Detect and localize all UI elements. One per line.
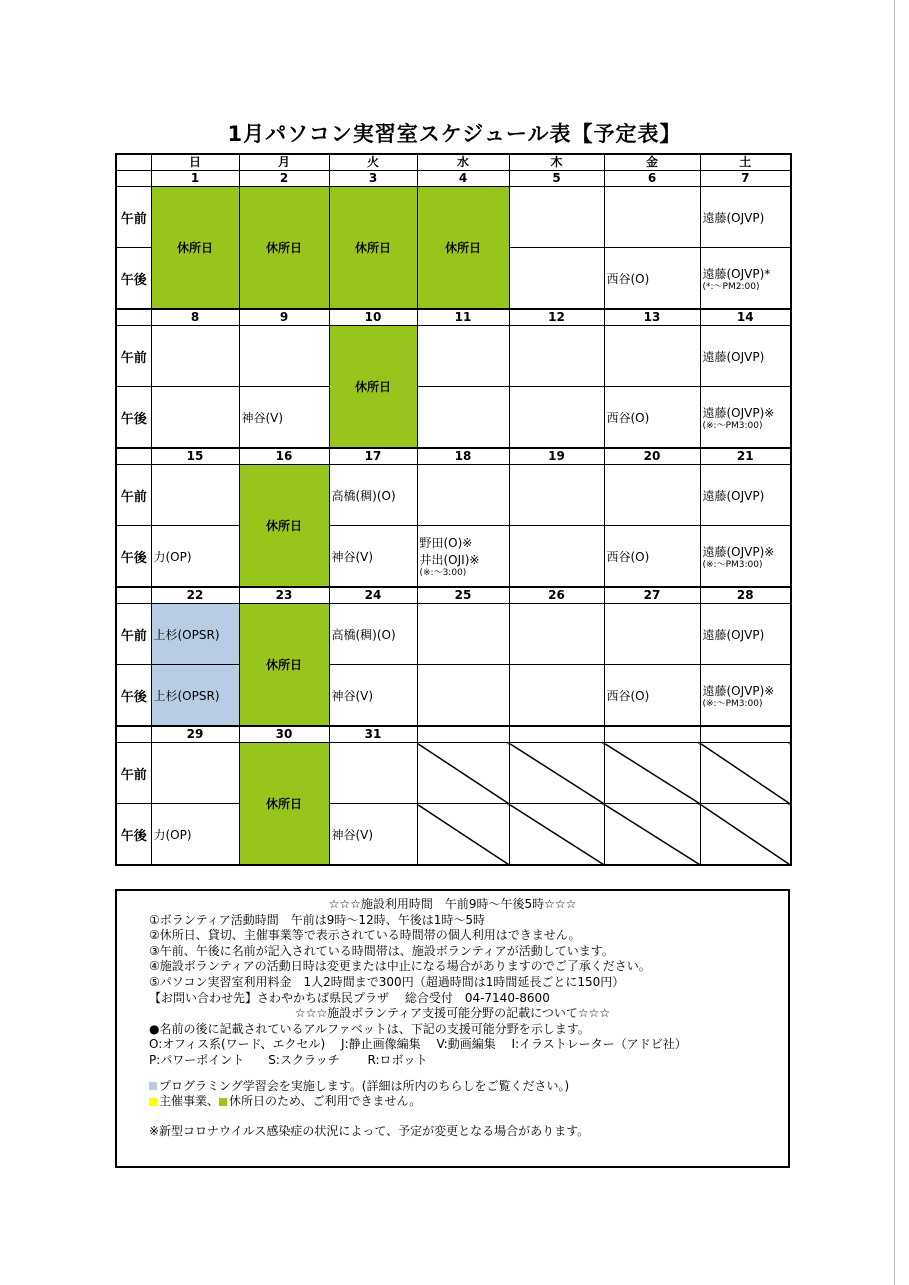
date-cell xyxy=(509,726,604,743)
date-cell xyxy=(700,726,791,743)
volunteer-entry: 神谷(V) xyxy=(331,688,374,703)
date-cell: 13 xyxy=(604,309,700,326)
volunteer-entry: 西谷(O) xyxy=(606,410,650,425)
volunteer-entry: 西谷(O) xyxy=(606,549,650,564)
date-cell: 2 xyxy=(239,171,329,187)
schedule-cell xyxy=(417,465,509,526)
empty-day-cell xyxy=(509,804,604,866)
schedule-cell xyxy=(509,604,604,665)
schedule-cell xyxy=(604,326,700,387)
contact-line: 【お問い合わせ先】さわやかちば県民プラザ 総合受付 04-7140-8600 xyxy=(149,990,550,1005)
date-cell: 27 xyxy=(604,587,700,604)
volunteer-entry: 遠藤(OJVP) xyxy=(702,627,765,642)
closed-day-cell xyxy=(329,187,417,310)
empty-day-cell xyxy=(604,804,700,866)
info-box xyxy=(115,889,790,1168)
time-note: (※:～PM3:00) xyxy=(702,559,763,570)
date-cell: 25 xyxy=(417,587,509,604)
schedule-cell xyxy=(700,187,791,248)
date-row xyxy=(116,726,791,743)
date-row-corner xyxy=(116,171,151,187)
schedule-table xyxy=(115,153,792,866)
date-cell: 14 xyxy=(700,309,791,326)
program-color-swatch xyxy=(149,1082,157,1090)
date-cell: 1 xyxy=(151,171,239,187)
volunteer-entry: 神谷(V) xyxy=(241,410,284,425)
date-cell: 8 xyxy=(151,309,239,326)
time-note: (※:～PM3:00) xyxy=(702,420,763,431)
info-line-2: ②休所日、貸切、主催事業等で表示されている時間帯の個人利用はできません。 xyxy=(149,928,581,943)
date-cell: 15 xyxy=(151,448,239,465)
schedule-cell xyxy=(700,248,791,310)
schedule-cell xyxy=(417,387,509,449)
date-cell: 20 xyxy=(604,448,700,465)
event-color-swatch xyxy=(149,1098,157,1106)
period-label: 午後 xyxy=(116,526,151,588)
info-line-1: ①ボランティア活動時間 午前は9時～12時、午後は1時～5時 xyxy=(149,912,485,927)
volunteer-entry: 遠藤(OJVP)※ xyxy=(702,405,775,420)
schedule-cell xyxy=(509,387,604,449)
schedule-cell xyxy=(151,526,239,588)
schedule-cell xyxy=(509,665,604,727)
day-of-week-header: 土 xyxy=(700,154,791,171)
closed-day-cell xyxy=(239,187,329,310)
legend-closed: 主催事業、 休所日のため、ご利用できません。 xyxy=(149,1094,788,1110)
morning-row xyxy=(116,465,791,526)
closed-day-cell xyxy=(417,187,509,310)
support-line-2: O:オフィス系(ワード、エクセル) J:静止画像編集 V:動画編集 I:イラストレーター（アドビ社） xyxy=(149,1037,687,1052)
date-cell: 29 xyxy=(151,726,239,743)
date-cell: 26 xyxy=(509,587,604,604)
date-cell: 17 xyxy=(329,448,417,465)
date-cell: 16 xyxy=(239,448,329,465)
date-cell: 12 xyxy=(509,309,604,326)
volunteer-entry: 上杉(OPSR) xyxy=(153,688,220,703)
schedule-cell xyxy=(417,665,509,727)
day-of-week-header: 金 xyxy=(604,154,700,171)
morning-row xyxy=(116,187,791,248)
date-cell: 9 xyxy=(239,309,329,326)
volunteer-entry: 高橋(稠)(O) xyxy=(331,488,396,503)
schedule-cell xyxy=(509,326,604,387)
volunteer-entry: 遠藤(OJVP)* xyxy=(702,266,771,281)
volunteer-entry: 遠藤(OJVP) xyxy=(702,488,765,503)
empty-day-cell xyxy=(417,804,509,866)
closed-color-swatch xyxy=(219,1098,227,1106)
volunteer-entry: 神谷(V) xyxy=(331,827,374,842)
date-row xyxy=(116,171,791,187)
schedule-cell xyxy=(700,526,791,588)
closed-label: 休所日 xyxy=(265,797,302,811)
page-edge-line xyxy=(894,0,895,1285)
date-cell: 22 xyxy=(151,587,239,604)
time-note: (※:～PM3:00) xyxy=(702,698,763,709)
morning-row xyxy=(116,604,791,665)
page-title: 1月パソコン実習室スケジュール表【予定表】 xyxy=(227,122,682,146)
closed-day-cell xyxy=(239,465,329,588)
schedule-cell xyxy=(604,387,700,449)
schedule-cell xyxy=(604,187,700,248)
afternoon-row xyxy=(116,526,791,588)
time-note: (※:～3:00) xyxy=(419,568,467,578)
day-of-week-header: 水 xyxy=(417,154,509,171)
period-label: 午前 xyxy=(116,743,151,804)
empty-day-cell xyxy=(417,743,509,804)
volunteer-entry: 野田(O)※ xyxy=(419,536,473,550)
volunteer-entry: 遠藤(OJVP) xyxy=(702,349,765,364)
period-label: 午前 xyxy=(116,604,151,665)
closed-label: 休所日 xyxy=(354,241,391,255)
period-label: 午後 xyxy=(116,248,151,310)
schedule-cell xyxy=(509,248,604,310)
date-cell: 31 xyxy=(329,726,417,743)
date-row xyxy=(116,587,791,604)
info-line-5: ⑤パソコン実習室利用料金 1人2時間まで300円（超過時間は1時間延長ごとに150円） xyxy=(149,974,625,989)
schedule-cell xyxy=(604,604,700,665)
schedule-cell xyxy=(329,743,417,804)
period-label: 午後 xyxy=(116,804,151,866)
schedule-cell xyxy=(239,387,329,449)
schedule-cell xyxy=(604,526,700,588)
closed-label: 休所日 xyxy=(354,380,391,394)
volunteer-entry: 西谷(O) xyxy=(606,688,650,703)
schedule-cell xyxy=(329,526,417,588)
date-cell: 23 xyxy=(239,587,329,604)
day-of-week-header: 月 xyxy=(239,154,329,171)
date-row xyxy=(116,309,791,326)
legend-program: プログラミング学習会を実施します。(詳細は所内のちらしをご覧ください。) xyxy=(149,1079,788,1095)
afternoon-row xyxy=(116,387,791,449)
schedule-cell xyxy=(417,604,509,665)
afternoon-row xyxy=(116,665,791,727)
support-heading: ☆☆☆施設ボランティア支援可能分野の記載について☆☆☆ xyxy=(294,1006,611,1021)
schedule-cell xyxy=(329,604,417,665)
support-line-1: ●名前の後に記載されているアルファベットは、下記の支援可能分野を示します。 xyxy=(149,1021,590,1036)
date-cell: 7 xyxy=(700,171,791,187)
date-cell: 21 xyxy=(700,448,791,465)
schedule-cell xyxy=(604,465,700,526)
closed-day-cell xyxy=(329,326,417,449)
schedule-cell xyxy=(329,665,417,727)
schedule-cell xyxy=(151,665,239,727)
date-cell xyxy=(604,726,700,743)
closed-day-cell xyxy=(239,743,329,866)
volunteer-entry: 高橋(稠)(O) xyxy=(331,627,396,642)
schedule-cell xyxy=(509,465,604,526)
closed-day-cell xyxy=(151,187,239,310)
date-cell: 5 xyxy=(509,171,604,187)
schedule-cell xyxy=(700,326,791,387)
date-row-corner xyxy=(116,448,151,465)
volunteer-entry: 神谷(V) xyxy=(331,549,374,564)
schedule-cell xyxy=(329,465,417,526)
support-line-3: P:パワーポイント S:スクラッチ R:ロボット xyxy=(149,1052,428,1067)
date-row-corner xyxy=(116,309,151,326)
empty-day-cell xyxy=(700,743,791,804)
volunteer-entry: 井出(OJI)※ xyxy=(419,553,480,567)
date-row-corner xyxy=(116,726,151,743)
schedule-cell xyxy=(151,326,239,387)
volunteer-entry: 上杉(OPSR) xyxy=(153,627,220,642)
date-cell: 30 xyxy=(239,726,329,743)
closed-day-cell xyxy=(239,604,329,727)
schedule-cell xyxy=(604,665,700,727)
covid-footnote: ※新型コロナウイルス感染症の状況によって、予定が変更となる場合があります。 xyxy=(149,1123,590,1138)
date-row xyxy=(116,448,791,465)
volunteer-entry: 力(OP) xyxy=(153,549,192,564)
period-label: 午前 xyxy=(116,465,151,526)
closed-label: 休所日 xyxy=(265,241,302,255)
day-of-week-row xyxy=(116,154,791,171)
closed-label: 休所日 xyxy=(176,241,213,255)
volunteer-entry: 力(OP) xyxy=(153,827,192,842)
schedule-cell xyxy=(417,326,509,387)
date-cell: 24 xyxy=(329,587,417,604)
date-cell: 4 xyxy=(417,171,509,187)
day-of-week-header: 木 xyxy=(509,154,604,171)
schedule-cell xyxy=(151,804,239,866)
date-cell: 19 xyxy=(509,448,604,465)
corner-cell xyxy=(116,154,151,171)
period-label: 午後 xyxy=(116,387,151,449)
volunteer-entry: 遠藤(OJVP)※ xyxy=(702,683,775,698)
volunteer-entry: 西谷(O) xyxy=(606,271,650,286)
empty-day-cell xyxy=(604,743,700,804)
schedule-cell xyxy=(417,526,509,588)
day-of-week-header: 火 xyxy=(329,154,417,171)
empty-day-cell xyxy=(509,743,604,804)
date-row-corner xyxy=(116,587,151,604)
date-cell: 3 xyxy=(329,171,417,187)
schedule-cell xyxy=(509,187,604,248)
morning-row xyxy=(116,743,791,804)
period-label: 午前 xyxy=(116,326,151,387)
schedule-cell xyxy=(329,804,417,866)
schedule-cell xyxy=(700,665,791,727)
day-of-week-header: 日 xyxy=(151,154,239,171)
schedule-cell xyxy=(151,387,239,449)
date-cell xyxy=(417,726,509,743)
morning-row xyxy=(116,326,791,387)
info-line-3: ③午前、午後に名前が記入されている時間帯は、施設ボランティアが活動しています。 xyxy=(149,943,614,958)
date-cell: 28 xyxy=(700,587,791,604)
info-line-4: ④施設ボランティアの活動日時は変更または中止になる場合がありますのでご了承ください。 xyxy=(149,959,651,974)
schedule-cell xyxy=(700,465,791,526)
afternoon-row xyxy=(116,804,791,866)
schedule-cell xyxy=(700,604,791,665)
schedule-cell xyxy=(604,248,700,310)
time-note: (*:～PM2:00) xyxy=(702,281,760,292)
schedule-cell xyxy=(509,526,604,588)
schedule-cell xyxy=(700,387,791,449)
schedule-cell xyxy=(151,465,239,526)
closed-label: 休所日 xyxy=(444,241,481,255)
schedule-cell xyxy=(239,326,329,387)
closed-label: 休所日 xyxy=(265,519,302,533)
empty-day-cell xyxy=(700,804,791,866)
schedule-cell xyxy=(151,743,239,804)
closed-label: 休所日 xyxy=(265,658,302,672)
period-label: 午後 xyxy=(116,665,151,727)
date-cell: 11 xyxy=(417,309,509,326)
date-cell: 6 xyxy=(604,171,700,187)
volunteer-entry: 遠藤(OJVP)※ xyxy=(702,544,775,559)
period-label: 午前 xyxy=(116,187,151,248)
schedule-cell xyxy=(151,604,239,665)
hours-heading: ☆☆☆施設利用時間 午前9時～午後5時☆☆☆ xyxy=(328,897,577,911)
date-cell: 10 xyxy=(329,309,417,326)
date-cell: 18 xyxy=(417,448,509,465)
volunteer-entry: 遠藤(OJVP) xyxy=(702,210,765,225)
